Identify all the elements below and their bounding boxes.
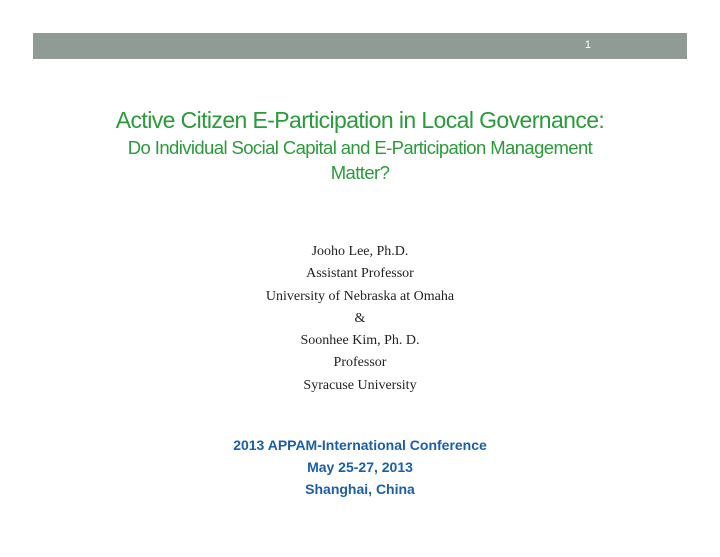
title-sub-line2: Matter? [330,162,390,183]
title-sub-line1: Do Individual Social Capital and E-Participation Management [127,137,593,158]
author-line: Jooho Lee, Ph.D. [311,244,409,259]
slide-title [60,106,660,185]
author-line: Soonhee Kim, Ph. D. [300,333,420,349]
author-line: University of Nebraska at Omaha [265,288,455,304]
author-line: & [354,310,366,326]
author-line: Assistant Professor [306,266,414,282]
conference-name: 2013 APPAM-International Conference [233,437,487,453]
slide-number: 1 [584,39,591,51]
author-list [160,241,560,397]
author-line: Professor [333,355,387,371]
conference-info [160,434,560,500]
header-bar [33,33,687,59]
author-line: Syracuse University [303,377,417,393]
conference-dates: May 25-27, 2013 [307,459,413,475]
title-main: Active Citizen E-Participation in Local Governance: [115,107,605,133]
conference-location: Shanghai, China [305,481,415,497]
